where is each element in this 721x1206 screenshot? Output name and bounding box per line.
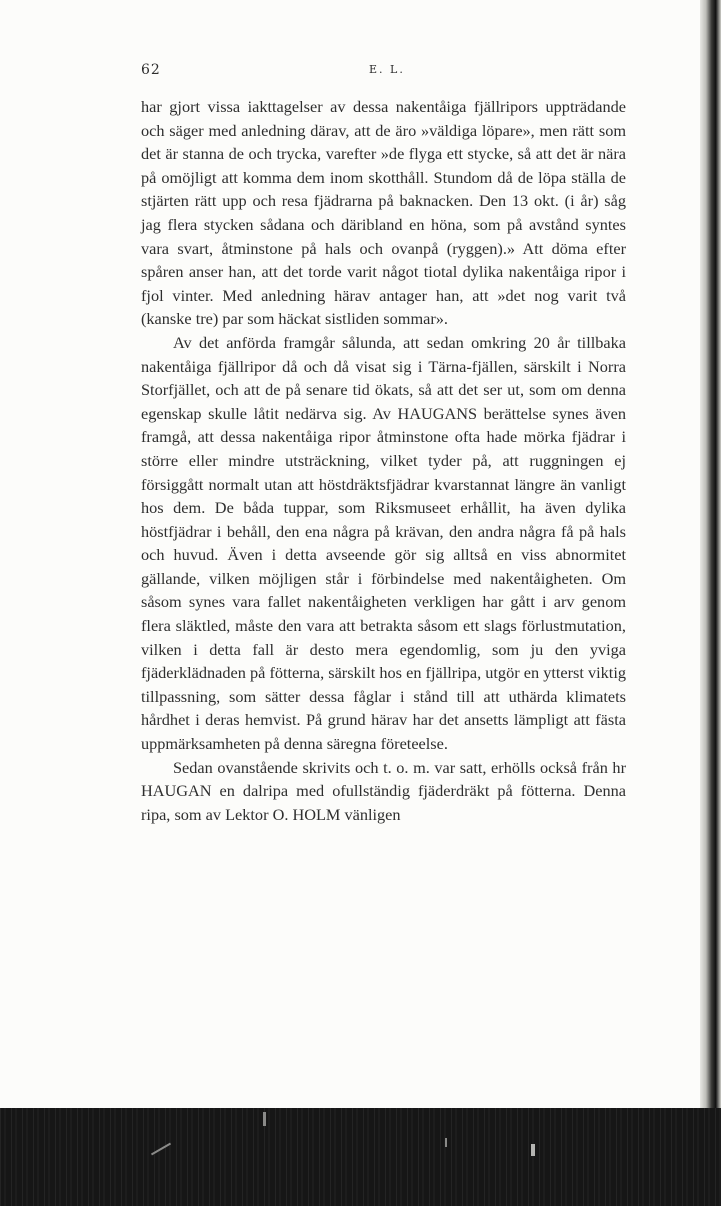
body-text [141,95,626,826]
page-edge-shadow [700,0,721,1110]
scanner-bed-band [0,1108,721,1206]
page-header [141,62,626,82]
scan-noise-stripes [0,1108,721,1206]
paragraph-1: har gjort vissa iakttagelser av dessa nakentåiga fjällripors uppträdande och säger med anledning därav, att de äro »väldiga löpare», men rätt som det är stanna de och trycka, varefter »de flyga ett stycke, så att det är nära på omöjligt att komma dem inom skotthåll. Stundom då de löpa ställa de stjärten rätt upp och resa fjädrarna på baknacken. Den 13 okt. (i år) såg jag flera stycken sådana och däribland en höna, som på avstånd syntes vara svart, åtminstone på hals och ovanpå (ryggen).» Att döma efter spåren anser han, att det torde varit något tiotal dylika nakentåiga ripor i fjol vinter. Med anledning härav antager han, att »det nog varit två (kanske tre) par som häckat sistliden sommar». [141,97,626,329]
page-number: 62 [141,62,161,78]
paragraph-3: Sedan ovanstående skrivits och t. o. m. var satt, erhölls också från hr HAUGAN en dalripa med ofullständig fjäderdräkt på fötterna. Denna ripa, som av Lektor O. HOLM vänligen [141,757,626,824]
scan-artifact [531,1144,535,1156]
running-head: E. L. [369,63,405,76]
paragraph-2: Av det anförda framgår sålunda, att sedan omkring 20 år tillbaka nakentåiga fjällripor då och då visat sig i Tärna-fjällen, särskilt i Norra Storfjället, och att de på senare tid ökats, så att det ser ut, som om denna egenskap skulle låtit nedärva sig. Av HAUGANS berättelse synes även framgå, att dessa nakentåiga ripor åtminstone ofta hade mörka fjädrar i större eller mindre utsträckning, vilket tyder på, att ruggningen ej försiggått normalt utan att höstdräktsfjädrar kvarstannat längre än vanligt hos dem. De båda tuppar, som Riksmuseet erhållit, ha även dylika höstfjädrar i behåll, den ena några på krävan, den andra några få på hals och huvud. Även i detta avseende gör sig alltså en viss abnormitet gällande, vilken möjligen står i förbindelse med nakentåigheten. Om såsom synes vara fallet nakentåigheten verkligen har gått i arv genom flera släktled, måste den vara att betrakta såsom ett slags förlustmutation, vilken i detta fall är desto mera egendomlig, som ju den yviga fjäderklädnaden på fötterna, särskilt hos en fjällripa, utgör en ytterst viktig tillpassning, som sätter dessa fåglar i stånd till att uthärda klimatets hårdhet i deras hemvist. På grund härav har det ansetts lämpligt att fästa uppmärksamheten på denna säregna företeelse. [141,332,626,754]
scan-artifact [445,1138,447,1147]
scan-artifact [263,1112,266,1126]
